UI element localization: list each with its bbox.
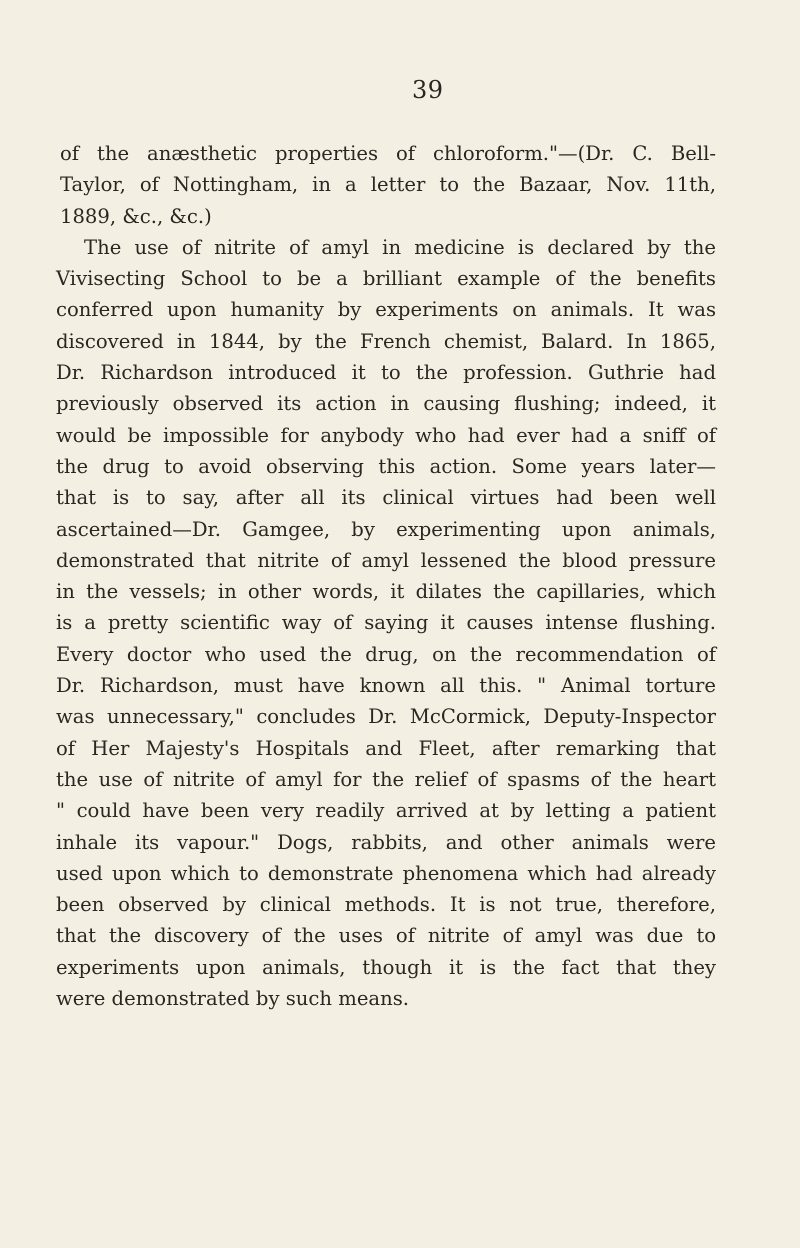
text-line: been observed by clinical methods. It is not true, therefore, [56, 893, 716, 917]
page-number: 39 [412, 76, 444, 104]
text-line: would be impossible for anybody who had ever had a sniff of [56, 423, 716, 447]
text-line: that the discovery of the uses of nitrite of amyl was due to [56, 924, 716, 948]
text-line: was unnecessary," concludes Dr. McCormick, Deputy-Inspector [56, 705, 716, 729]
text-line: Vivisecting School to be a brilliant example of the benefits [56, 267, 716, 291]
text-line: experiments upon animals, though it is the fact that they [56, 955, 716, 979]
text-line: conferred upon humanity by experiments on animals. It was [56, 298, 716, 322]
text-line: demonstrated that nitrite of amyl lessened the blood pressure [56, 548, 716, 572]
text-line: Dr. Richardson introduced it to the profession. Guthrie had [56, 361, 716, 385]
text-line: that is to say, after all its clinical virtues had been well [56, 486, 716, 510]
text-line: previously observed its action in causing flushing; indeed, it [56, 392, 716, 416]
text-line: used upon which to demonstrate phenomena which had already [56, 861, 716, 885]
text-line: 1889, &c., &c.) [60, 204, 212, 228]
text-line: is a pretty scientific way of saying it causes intense flushing. [56, 611, 716, 635]
text-line: the use of nitrite of amyl for the relief of spasms of the heart [56, 767, 716, 791]
text-line: ascertained—Dr. Gamgee, by experimenting upon animals, [56, 517, 716, 541]
text-line: Taylor, of Nottingham, in a letter to the Bazaar, Nov. 11th, [60, 173, 716, 197]
text-line: of the anæsthetic properties of chloroform."—(Dr. C. Bell- [60, 142, 716, 165]
text-line: in the vessels; in other words, it dilates the capillaries, which [56, 580, 716, 604]
text-line: were demonstrated by such means. [56, 987, 410, 1011]
text-line: The use of nitrite of amyl in medicine is declared by the [84, 235, 716, 259]
body-text [56, 138, 716, 1014]
text-line: " could have been very readily arrived at by letting a patient [56, 799, 716, 823]
text-line: Dr. Richardson, must have known all this. " Animal torture [56, 674, 716, 698]
text-line: the drug to avoid observing this action. Some years later— [56, 454, 716, 478]
text-line: inhale its vapour." Dogs, rabbits, and other animals were [56, 830, 716, 854]
text-line: of Her Majesty's Hospitals and Fleet, after remarking that [56, 736, 716, 760]
text-line: Every doctor who used the drug, on the recommendation of [56, 642, 716, 666]
text-line: discovered in 1844, by the French chemist, Balard. In 1865, [56, 329, 716, 353]
